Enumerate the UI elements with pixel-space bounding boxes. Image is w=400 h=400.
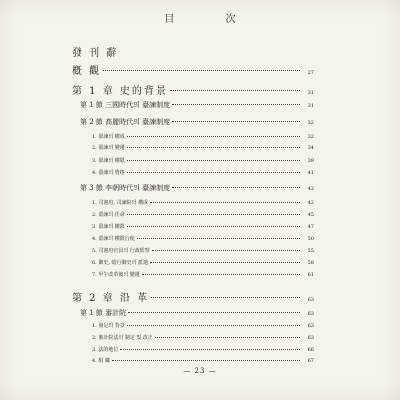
toc-entry-label: 發 刊 辭 [72, 48, 119, 59]
leader-dots [151, 297, 300, 298]
toc-entry-page: 31 [307, 90, 314, 96]
toc-entry-page: 32 [307, 134, 314, 140]
toc-entry-label: 3. 臺諫의 權限 [92, 158, 125, 164]
toc-entry-page: 34 [307, 145, 314, 151]
toc-entry-subsection [92, 169, 314, 176]
toc-entry-page: 55 [307, 248, 314, 254]
toc-entry-label: 第 1 章 史的背景 [72, 86, 168, 97]
leader-dots [155, 337, 300, 338]
leader-dots [137, 238, 300, 239]
toc-entry-subsection [92, 211, 314, 218]
toc-entry-page: 67 [307, 358, 314, 364]
toc-entry-label: 第 1 節 審計院 [80, 309, 127, 317]
toc-entry-label: 1. 臺諫의 構成 [92, 134, 125, 140]
toc-entry-label: 1. 發足의 背景 [92, 323, 125, 329]
toc-entry-subsection [92, 144, 314, 151]
toc-entry-subsection [92, 199, 314, 206]
toc-entry-label: 第 2 章 沿 革 [72, 293, 150, 304]
toc-entry-page: 66 [307, 347, 314, 353]
toc-entry-preface [72, 44, 314, 59]
leader-dots [150, 262, 300, 263]
toc-entry-label: 5. 司憲府官員의 行政監察 [92, 248, 150, 254]
leader-dots [120, 349, 300, 350]
toc-entry-label: 6. 御史, 暗行御史의 派遣 [92, 260, 148, 266]
toc-entry-chapter-2 [72, 289, 314, 304]
toc-entry-page: 42 [307, 186, 314, 192]
toc-entry-label: 1. 司憲府, 司諫院의 構成 [92, 200, 148, 206]
toc-entry-subsection [92, 334, 314, 341]
toc-entry-page: 41 [307, 170, 314, 176]
toc-entry-page: 27 [307, 70, 314, 76]
toc-entry-section [80, 183, 314, 193]
page-title: 目 次 [164, 14, 260, 25]
toc-entry-label: 2. 審計院法의 制定 및 改正 [92, 335, 153, 341]
toc-entry-page: 50 [307, 236, 314, 242]
toc-entry-label: 第 3 節 李朝時代의 臺諫制度 [80, 184, 171, 192]
toc-entry-label: 2. 臺諫의 任命 [92, 212, 125, 218]
toc-entry-page: 42 [307, 200, 314, 206]
leader-dots [112, 360, 300, 361]
toc-entry-label: 4. 臺諫의 權限行使 [92, 236, 135, 242]
leader-dots [127, 136, 300, 137]
leader-dots [142, 274, 300, 275]
toc-entry-page: 31 [307, 103, 314, 109]
toc-entry-page: 61 [307, 272, 314, 278]
toc-entry-label: 2. 臺諫의 變遷 [92, 145, 125, 151]
leader-dots [172, 121, 300, 122]
leader-dots [152, 250, 300, 251]
toc-entry-label: 4. 臺諫의 資格 [92, 170, 125, 176]
toc-entry-page: 32 [307, 120, 314, 126]
toc-entry-section [80, 308, 314, 318]
toc-entry-page: 63 [307, 311, 314, 317]
leader-dots [172, 104, 300, 105]
leader-dots [127, 226, 300, 227]
leader-dots [150, 202, 300, 203]
toc-entry-label: 3. 臺諫의 權限 [92, 224, 125, 230]
toc-entry-section [80, 117, 314, 127]
leader-dots [170, 90, 300, 91]
toc-entry-subsection [92, 357, 314, 364]
leader-dots [127, 325, 300, 326]
toc-entry-page: 47 [307, 224, 314, 230]
toc-entry-page: 45 [307, 212, 314, 218]
toc-entry-subsection [92, 223, 314, 230]
leader-dots [127, 160, 300, 161]
toc-entry-label: 3. 法的地位 [92, 347, 119, 353]
toc-entry-page: 39 [307, 158, 314, 164]
leader-dots [127, 172, 300, 173]
toc-entry-label: 槪 觀 [72, 66, 102, 77]
toc-entry-page: 63 [307, 297, 314, 303]
toc-entry-subsection [92, 235, 314, 242]
toc-entry-subsection [92, 247, 314, 254]
leader-dots [128, 312, 300, 313]
leader-dots [103, 70, 300, 71]
toc-entry-label: 第 2 節 高麗時代의 臺諫制度 [80, 118, 171, 126]
toc-entry-page: 63 [307, 323, 314, 329]
toc-entry-subsection [92, 157, 314, 164]
toc-entry-subsection [92, 346, 314, 353]
toc-entry-label: 4. 組 織 [92, 358, 110, 364]
toc-entry-label: 第 1 節 三國時代의 臺諫制度 [80, 101, 171, 109]
toc-entry-section [80, 100, 314, 110]
toc-entry-chapter-1 [72, 82, 314, 97]
toc-entry-page: 63 [307, 335, 314, 341]
toc-entry-label: 7. 甲午改革後의 變遷 [92, 272, 140, 278]
leader-dots [127, 147, 300, 148]
toc-entry-subsection [92, 259, 314, 266]
page-number: — 23 — [183, 367, 217, 375]
leader-dots [172, 187, 300, 188]
toc-entry-subsection [92, 271, 314, 278]
toc-entry-overview [72, 62, 314, 77]
toc-entry-subsection [92, 133, 314, 140]
toc-entry-subsection [92, 322, 314, 329]
toc-entry-page: 58 [307, 260, 314, 266]
leader-dots [127, 214, 300, 215]
